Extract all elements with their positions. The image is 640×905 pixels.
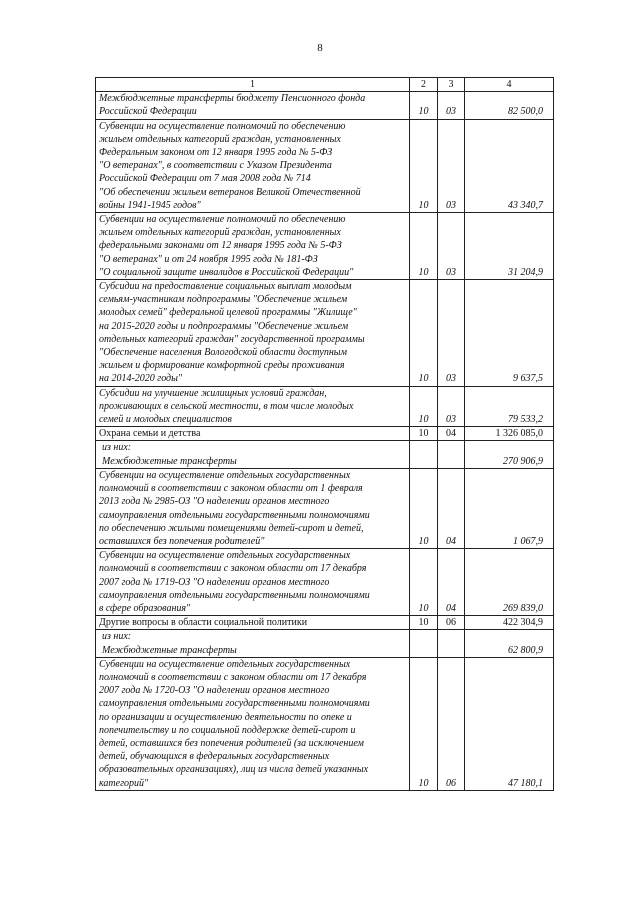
table-row bbox=[96, 386, 554, 427]
row-section-cell: 10 bbox=[410, 657, 438, 790]
row-amount-cell: 422 304,9 bbox=[465, 616, 554, 630]
row-name-cell: Субвенции на осуществление полномочий по обеспечению жильем отдельных категорий граждан, установленных Федеральным законом от 12 января 1995 года № 5-ФЗ "О ветеранах", в соответствии с Указом Президента Российской Федерации от 7 мая 2008 года № 714 "Об обеспечении жильем ветеранов Великой Отечественной войны 1941-1945 годов" bbox=[96, 119, 410, 212]
row-name-cell: Субсидии на улучшение жилищных условий граждан, проживающих в сельской местности, в том числе молодых семей и молодых специалистов bbox=[96, 386, 410, 427]
row-section-cell: 10 bbox=[410, 280, 438, 387]
row-section-cell: 10 bbox=[410, 616, 438, 630]
row-subsection-cell bbox=[438, 630, 465, 657]
row-subsection-cell: 06 bbox=[438, 657, 465, 790]
row-name-cell: Субсидии на предоставление социальных выплат молодым семьям-участникам подпрограммы "Обеспечение жильем молодых семей" федеральной целевой программы "Жилище" на 2015-2020 годы и подпрограммы "Обеспечение жильем отдельных категорий граждан" государственной программы "Обеспечение населения Вологодской области доступным жильем и формирование комфортной среды проживания на 2014-2020 годы" bbox=[96, 280, 410, 387]
row-section-cell: 10 bbox=[410, 119, 438, 212]
table-row bbox=[96, 427, 554, 441]
row-amount-cell: 62 800,9 bbox=[465, 630, 554, 657]
row-amount-cell: 79 533,2 bbox=[465, 386, 554, 427]
header-col-4: 4 bbox=[465, 78, 554, 92]
row-subsection-cell: 03 bbox=[438, 280, 465, 387]
row-subsection-cell bbox=[438, 441, 465, 468]
row-name-cell: из них: Межбюджетные трансферты bbox=[96, 630, 410, 657]
table-row bbox=[96, 657, 554, 790]
row-name-cell: Охрана семьи и детства bbox=[96, 427, 410, 441]
row-name-cell: Межбюджетные трансферты бюджету Пенсионного фонда Российской Федерации bbox=[96, 92, 410, 119]
table-row bbox=[96, 119, 554, 212]
row-section-cell: 10 bbox=[410, 468, 438, 548]
table-row bbox=[96, 441, 554, 468]
row-name-cell: Субвенции на осуществление отдельных государственных полномочий в соответствии с законом области от 1 февраля 2013 года № 2985-ОЗ "О наделении органов местного самоуправления отдельными государственными полномочиями по обеспечению жилыми помещениями детей-сирот и детей, оставшихся без попечения родителей" bbox=[96, 468, 410, 548]
row-amount-cell: 270 906,9 bbox=[465, 441, 554, 468]
row-name-cell: Субвенции на осуществление отдельных государственных полномочий в соответствии с законом области от 17 декабря 2007 года № 1720-ОЗ "О наделении органов местного самоуправления отдельными государственными полномочиями по организации и осуществлению деятельности по опеке и попечительству и по социальной поддержке детей-сирот и детей, оставшихся без попечения родителей (за исключением детей, обучающихся в федеральных государственных образовательных организациях), лиц из числа детей указанных категорий" bbox=[96, 657, 410, 790]
table-row bbox=[96, 92, 554, 119]
row-amount-cell: 31 204,9 bbox=[465, 213, 554, 280]
row-section-cell bbox=[410, 441, 438, 468]
row-section-cell: 10 bbox=[410, 92, 438, 119]
row-subsection-cell: 06 bbox=[438, 616, 465, 630]
row-name-cell: из них: Межбюджетные трансферты bbox=[96, 441, 410, 468]
table-row bbox=[96, 468, 554, 548]
row-section-cell: 10 bbox=[410, 549, 438, 616]
row-subsection-cell: 03 bbox=[438, 213, 465, 280]
row-subsection-cell: 04 bbox=[438, 549, 465, 616]
row-amount-cell: 47 180,1 bbox=[465, 657, 554, 790]
row-name-cell: Субвенции на осуществление полномочий по обеспечению жильем отдельных категорий граждан, установленных федеральными законами от 12 января 1995 года № 5-ФЗ "О ветеранах" и от 24 ноября 1995 года № 181-ФЗ "О социальной защите инвалидов в Российской Федерации" bbox=[96, 213, 410, 280]
row-section-cell: 10 bbox=[410, 386, 438, 427]
row-subsection-cell: 03 bbox=[438, 119, 465, 212]
table-row bbox=[96, 630, 554, 657]
header-col-3: 3 bbox=[438, 78, 465, 92]
budget-table bbox=[95, 77, 554, 791]
row-section-cell bbox=[410, 630, 438, 657]
row-amount-cell: 82 500,0 bbox=[465, 92, 554, 119]
table-row bbox=[96, 616, 554, 630]
row-subsection-cell: 04 bbox=[438, 468, 465, 548]
row-amount-cell: 269 839,0 bbox=[465, 549, 554, 616]
row-name-cell: Другие вопросы в области социальной политики bbox=[96, 616, 410, 630]
header-col-2: 2 bbox=[410, 78, 438, 92]
table-row bbox=[96, 213, 554, 280]
header-col-1: 1 bbox=[96, 78, 410, 92]
row-section-cell: 10 bbox=[410, 427, 438, 441]
row-amount-cell: 1 326 085,0 bbox=[465, 427, 554, 441]
row-subsection-cell: 03 bbox=[438, 92, 465, 119]
table-header-row bbox=[96, 78, 554, 92]
row-amount-cell: 9 637,5 bbox=[465, 280, 554, 387]
table-row bbox=[96, 549, 554, 616]
page-number: 8 bbox=[317, 42, 323, 54]
row-name-cell: Субвенции на осуществление отдельных государственных полномочий в соответствии с законом области от 17 декабря 2007 года № 1719-ОЗ "О наделении органов местного самоуправления отдельными государственными полномочиями в сфере образования" bbox=[96, 549, 410, 616]
row-amount-cell: 43 340,7 bbox=[465, 119, 554, 212]
row-amount-cell: 1 067,9 bbox=[465, 468, 554, 548]
table-row bbox=[96, 280, 554, 387]
row-subsection-cell: 04 bbox=[438, 427, 465, 441]
row-subsection-cell: 03 bbox=[438, 386, 465, 427]
row-section-cell: 10 bbox=[410, 213, 438, 280]
